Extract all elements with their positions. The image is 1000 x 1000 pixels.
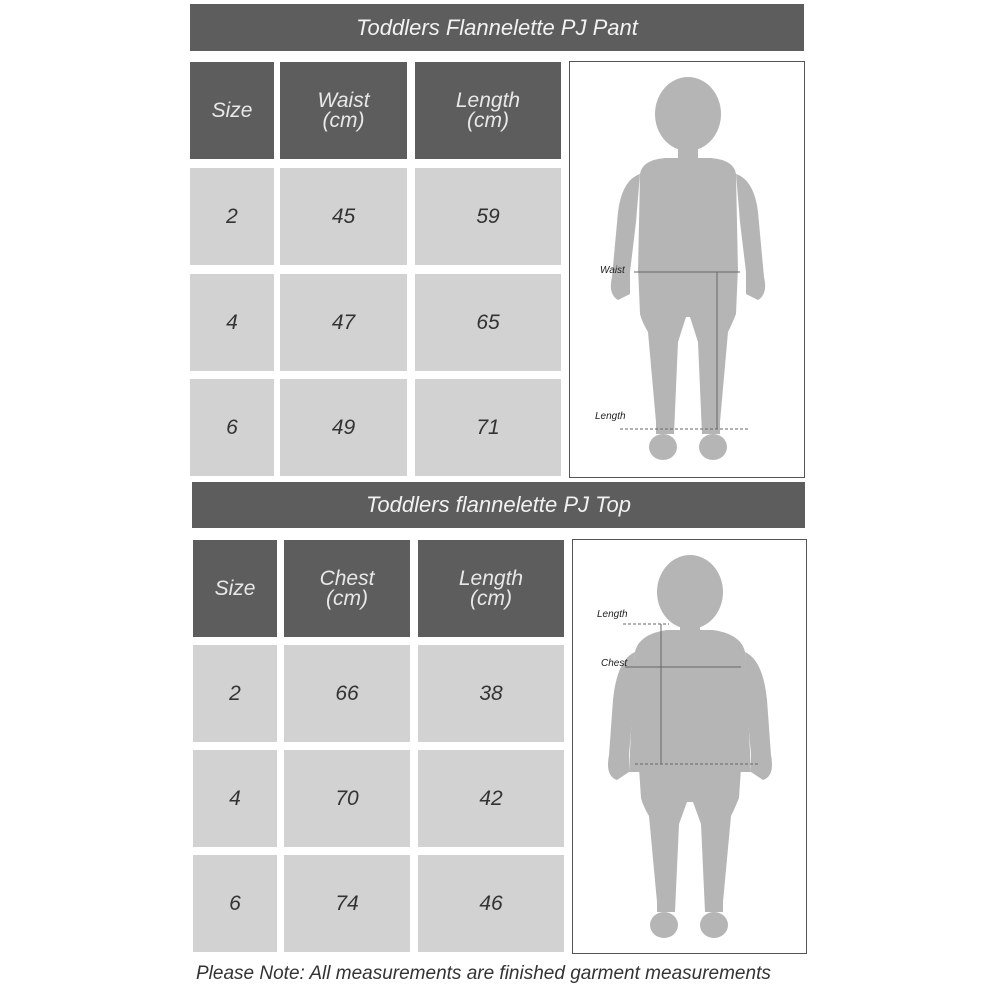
top-title-text: Toddlers flannelette PJ Top [366,492,631,517]
top-row-2-size: 4 [193,750,277,847]
top-header-size [193,540,277,637]
pant-row-2-length: 65 [415,274,561,371]
top-row-2-chest: 70 [284,750,410,847]
top-row-1-length: 38 [418,645,564,742]
child-silhouette-top [573,540,806,953]
pant-row-1-waist: 45 [280,168,407,265]
top-header-size-label: Size [214,576,256,600]
top-section-title [192,482,805,528]
pant-section-title [190,4,804,51]
pant-header-length-label: Length [455,88,521,112]
top-row-3-size: 6 [193,855,277,952]
pant-header-waist-unit: (cm) [322,108,365,132]
pant-header-waist-label: Waist [317,88,370,112]
pant-row-2-size: 4 [190,274,274,371]
pant-length-label: Length [595,411,626,422]
top-chest-label: Chest [601,658,628,669]
pant-row-3-waist: 49 [280,379,407,476]
top-row-3-length: 46 [418,855,564,952]
top-row-2-length: 42 [418,750,564,847]
top-header-chest-label: Chest [319,566,375,590]
top-header-length-label: Length [458,566,524,590]
top-header-chest-unit: (cm) [326,586,368,610]
pant-header-size-label: Size [211,98,253,122]
pant-row-1-length: 59 [415,168,561,265]
top-header-chest [284,540,410,637]
top-row-1-chest: 66 [284,645,410,742]
top-row-1-size: 2 [193,645,277,742]
top-measurement-figure [572,539,807,954]
pant-header-length-unit: (cm) [467,108,509,132]
child-silhouette-pant [570,62,804,477]
pant-row-3-size: 6 [190,379,274,476]
pant-row-2-waist: 47 [280,274,407,371]
pant-header-length [415,62,561,159]
pant-title-text: Toddlers Flannelette PJ Pant [356,14,638,40]
pant-header-waist [280,62,407,159]
top-row-3-chest: 74 [284,855,410,952]
top-header-length [418,540,564,637]
pant-waist-label: Waist [600,265,625,276]
top-length-label: Length [597,609,628,620]
pant-row-1-size: 2 [190,168,274,265]
pant-measurement-figure [569,61,805,478]
pant-header-size [190,62,274,159]
pant-row-3-length: 71 [415,379,561,476]
measurement-note: Please Note: All measurements are finished garment measurements [196,963,771,984]
top-header-length-unit: (cm) [470,586,512,610]
